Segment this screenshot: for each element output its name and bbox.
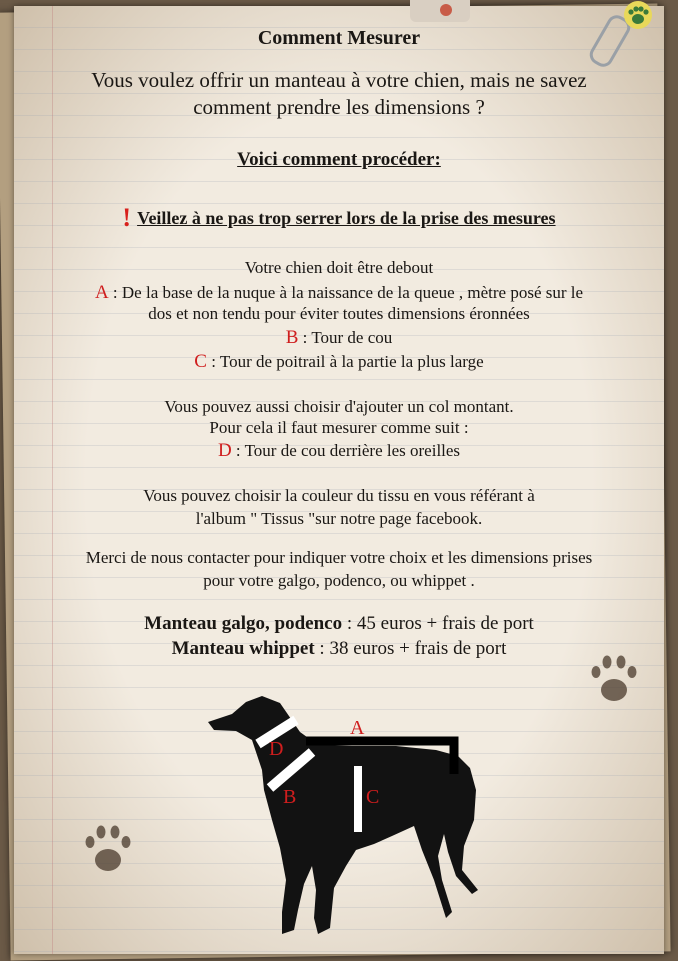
collar-line-2: Pour cela il faut mesurer comme suit : <box>209 418 469 437</box>
instruction-c-text: : Tour de poitrail à la partie la plus large <box>206 352 484 371</box>
dog-silhouette <box>208 696 478 934</box>
diagram-label-b: B <box>283 786 297 808</box>
price-whippet-label: Manteau whippet <box>171 638 315 659</box>
diagram-label-a: A <box>350 717 365 739</box>
warning-icon: ! <box>122 203 132 232</box>
price-galgo-text: : 45 euros + frais de port <box>342 613 534 634</box>
warning-text: Veillez à ne pas trop serrer lors de la prise des mesures <box>137 208 556 228</box>
paw-print-icon <box>86 826 131 872</box>
letter-b: B <box>285 327 299 348</box>
contact-line-1: Merci de nous contacter pour indiquer votre choix et les dimensions prises <box>85 548 593 567</box>
instruction-a-text: : De la base de la nuque à la naissance de la queue , mètre posé sur le <box>108 283 584 302</box>
intro-line-2: comment prendre les dimensions ? <box>193 95 485 119</box>
diagram-label-c: C <box>366 786 380 808</box>
voici-heading: Voici comment procéder: <box>237 149 441 170</box>
collar-line-1: Vous pouvez aussi choisir d'ajouter un col montant. <box>164 397 514 416</box>
instruction-a-line-2: dos et non tendu pour éviter toutes dimensions éronnées <box>148 304 530 323</box>
letter-c: C <box>194 351 207 372</box>
letter-a: A <box>94 282 109 303</box>
letter-d: D <box>217 440 232 461</box>
instruction-d-text: : Tour de cou derrière les oreilles <box>231 441 461 460</box>
instruction-b-text: : Tour de cou <box>298 328 393 347</box>
standing-instruction: Votre chien doit être debout <box>244 258 434 277</box>
contact-line-2: pour votre galgo, podenco, ou whippet . <box>203 571 475 590</box>
price-galgo-label: Manteau galgo, podenco <box>144 613 343 634</box>
fabric-line-2: l'album " Tissus "sur notre page facebook. <box>195 509 483 528</box>
diagram-label-d: D <box>269 738 284 760</box>
paw-print-icon <box>592 656 637 702</box>
price-whippet-text: : 38 euros + frais de port <box>314 638 507 659</box>
intro-line-1: Vous voulez offrir un manteau à votre chien, mais ne savez <box>91 68 587 92</box>
page-title: Comment Mesurer <box>257 27 421 49</box>
fabric-line-1: Vous pouvez choisir la couleur du tissu en vous référant à <box>143 486 535 505</box>
